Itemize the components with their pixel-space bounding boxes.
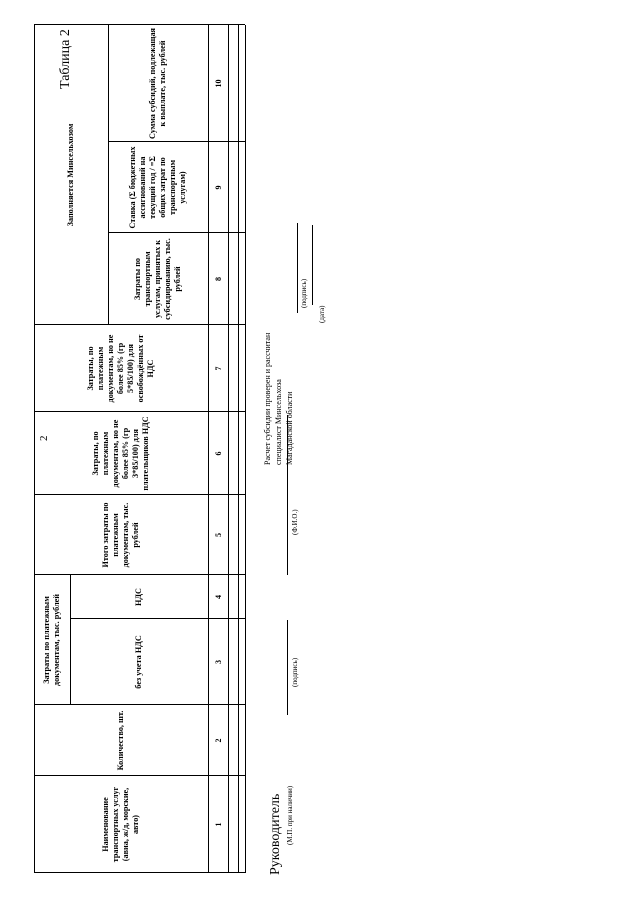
verification-signature-line [297,223,298,313]
column-number-1: 1 [213,822,223,827]
column-header-quantity: Количество, шт. [116,710,125,771]
table-numbers-bottom-line [228,25,229,873]
manager-signature-caption: (подпись) [291,657,299,687]
verification-date-caption: (дата) [318,305,326,323]
page-number: 2 [38,435,50,441]
column-number-8: 8 [213,277,223,281]
verification-date-line [312,225,313,305]
manager-name-caption: (Ф.И.О.) [291,509,299,535]
column-number-4: 4 [213,595,223,599]
column-header-rate: Ставка (Σ бюджетных ассигнований на текущий год / =Σ общих затрат по транспортным услугам) [128,146,187,229]
verification-line-3: Магаданской области [285,391,294,465]
column-number-9: 9 [213,185,223,190]
column-header-subsidy-amount: Сумма субсидий, подлежащая к выплате, тыс. рублей [148,28,167,139]
table-border-bottom [245,25,246,873]
column-header-vat: НДС [134,588,143,606]
table-label: Таблица 2 [58,29,73,89]
ministry-group-header: Заполняется Минсельхозом [66,123,75,227]
manager-title: Руководитель [268,793,283,875]
column-header-accepted-costs: Затраты по транспортным услугам, принятых к субсидированию, тыс. рублей [133,238,182,320]
column-number-3: 3 [213,660,223,664]
column-header-without-vat: без учета НДС [134,635,143,689]
table-row-line [238,25,239,873]
column-number-5: 5 [213,533,223,537]
column-number-7: 7 [213,366,223,371]
column-number-2: 2 [213,738,223,743]
column-header-service-name: Наименование транспортных услуг (авиа, ж/д, морские, авто) [101,786,140,863]
column-header-costs-vat-exempt: Затраты, по платежным документам, но не более 85% (гр 5*85/100) для освобождённых от НДС [86,334,155,403]
column-number-6: 6 [213,451,223,456]
verification-signature-caption: (подпись) [300,278,308,308]
stamp-note: (М.П. при наличии) [286,785,294,845]
verification-line-2: специалист Минсельхоза [274,379,283,465]
manager-signature-line [287,620,288,715]
column-number-10: 10 [213,79,223,88]
column-header-costs-vat-payers: Затраты, по платежным документам, но не более 85% (гр 3*85/100) для плательщиков НДС [91,416,150,491]
column-header-total-costs: Итого затраты по платежным документам, тыс. рублей [101,502,140,568]
verification-line-1: Расчет субсидии проверен и рассчитан [263,332,272,465]
payment-group-header: Затраты по платежным документам, тыс. рублей [42,593,61,687]
